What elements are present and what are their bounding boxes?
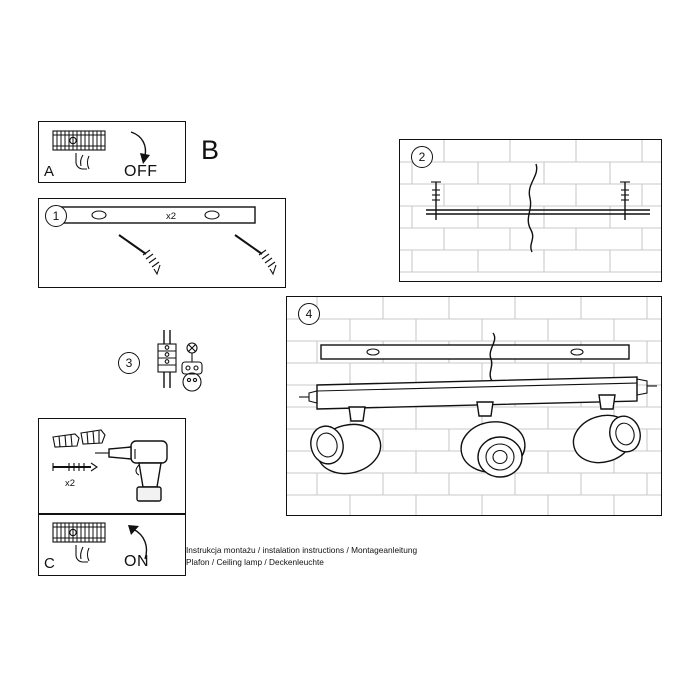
panel-2 [399, 139, 662, 282]
mounting-bar-icon [55, 207, 255, 223]
panel-3 [140, 326, 230, 416]
wire-icon [528, 164, 536, 252]
drill-icon [95, 441, 167, 501]
ceiling-lamp-icon [299, 377, 657, 480]
spot-head-1 [307, 407, 386, 480]
panel-3-graphic [140, 326, 230, 416]
terminal-block-icon [53, 131, 105, 150]
label-on: ON [124, 553, 149, 570]
mounting-bar-icon [426, 182, 650, 220]
spot-head-3 [568, 395, 645, 469]
wall-plug-icon [53, 430, 105, 447]
caption-line-2: Plafon / Ceiling lamp / Deckenleuchte [186, 557, 324, 567]
panel-2-graphic [400, 140, 661, 281]
screw-icon [53, 463, 97, 471]
step-marker-1: 1 [45, 205, 67, 227]
label-a: A [44, 163, 55, 180]
plug-socket-icon [182, 343, 202, 391]
step-marker-3: 3 [118, 352, 140, 374]
panel-4-graphic [287, 297, 661, 515]
label-off: OFF [124, 163, 158, 180]
panel-4 [286, 296, 662, 516]
panel-1-qty: x2 [166, 211, 177, 222]
panel-tools-graphic [39, 419, 185, 513]
label-b: B [201, 135, 220, 165]
terminal-block-icon [53, 523, 105, 542]
panel-tools-qty: x2 [65, 478, 76, 489]
spot-head-2 [458, 402, 528, 477]
panel-c [38, 514, 186, 576]
panel-c-graphic [39, 515, 185, 575]
step-marker-2: 2 [411, 146, 433, 168]
mounting-bar-icon [321, 345, 629, 359]
curved-arrow-down-icon [131, 132, 150, 164]
hand-switch-icon [76, 153, 89, 169]
panel-a-graphic [39, 122, 185, 182]
label-c: C [44, 555, 55, 572]
hand-switch-icon [76, 545, 89, 562]
wire-connector-icon [158, 330, 176, 388]
caption-line-1: Instrukcja montażu / instalation instructions / Montageanleitung [186, 545, 418, 555]
panel-1-graphic [39, 199, 285, 287]
panel-tools [38, 418, 186, 514]
panel-a [38, 121, 186, 183]
screw-icon-right [235, 235, 276, 274]
screw-icon-left [119, 235, 160, 274]
panel-1 [38, 198, 286, 288]
step-marker-4: 4 [298, 303, 320, 325]
